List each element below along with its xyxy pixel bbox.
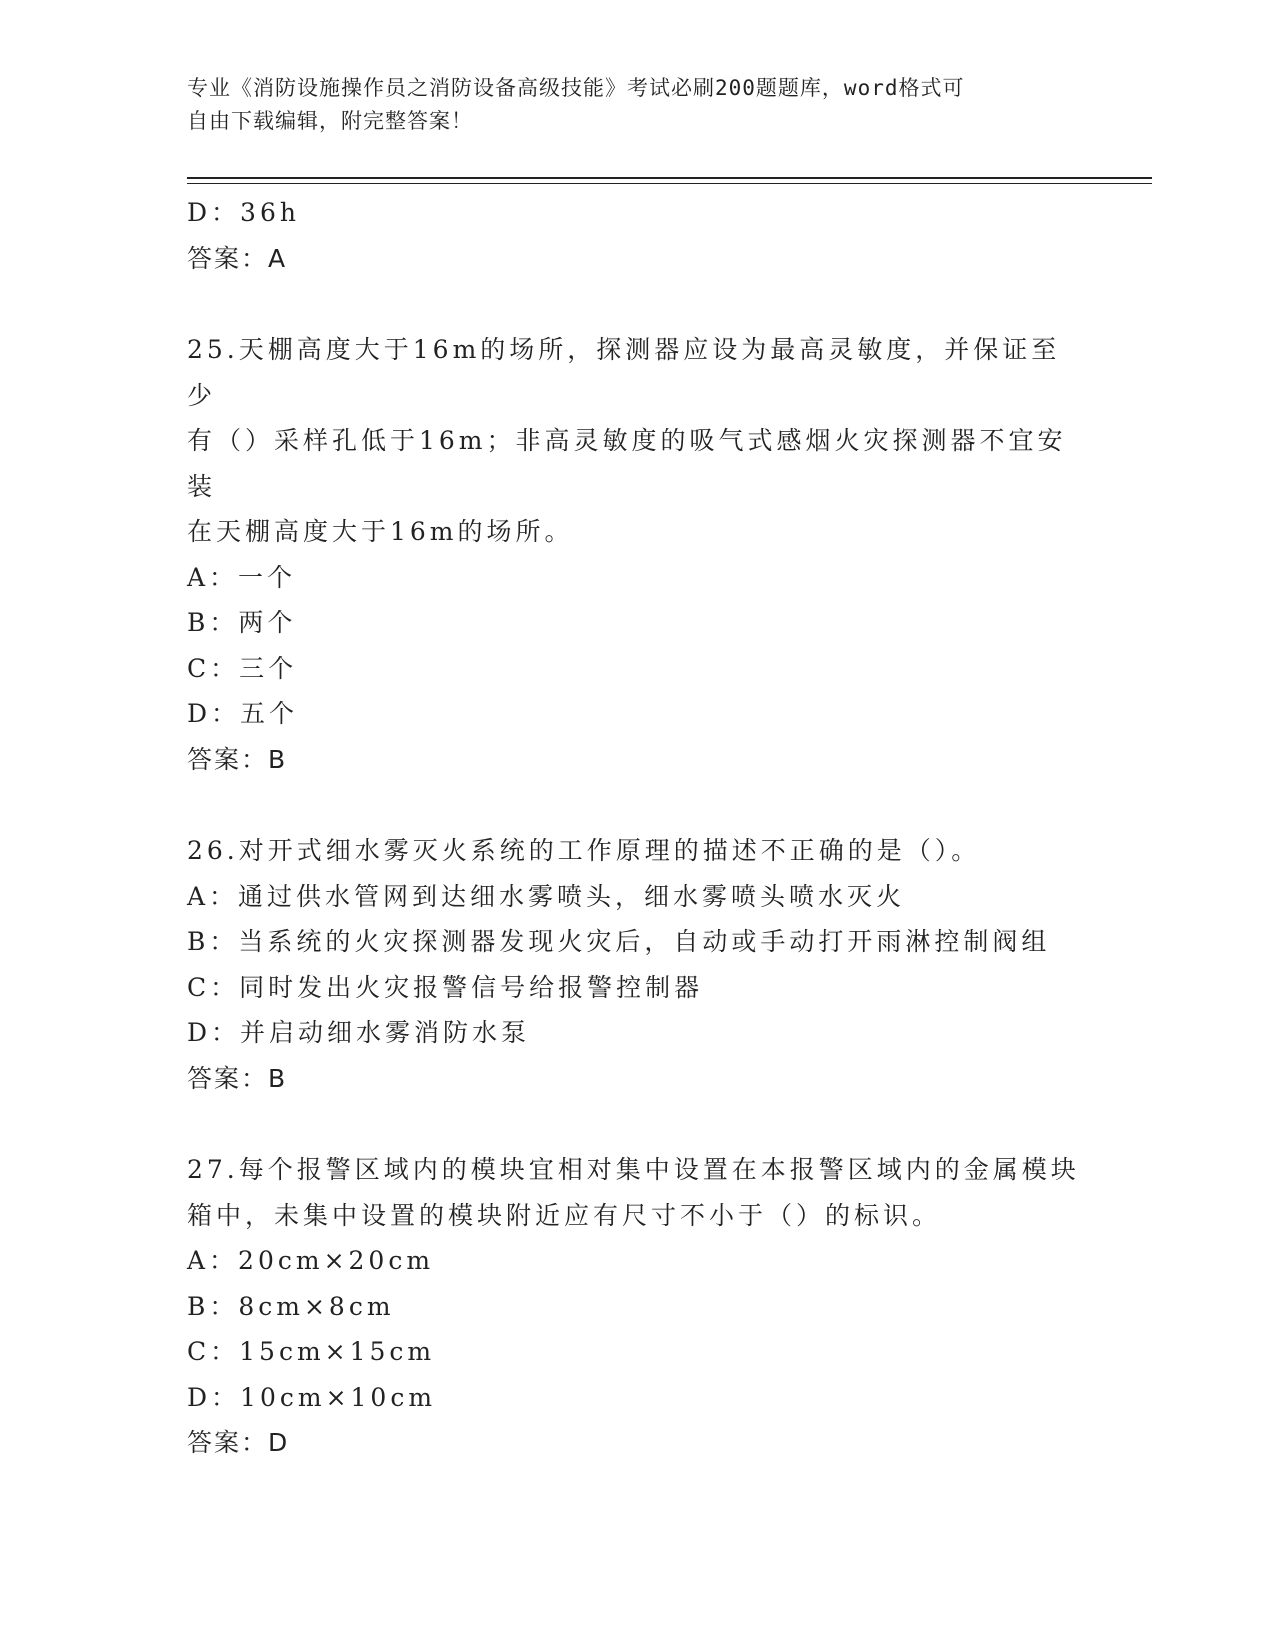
question-stem	[187, 828, 1087, 874]
stem-line: 箱中，未集中设置的模块附近应有尺寸不小于（）的标识。	[187, 1200, 942, 1230]
question-26	[187, 828, 1087, 1101]
option-d: D：36h	[187, 198, 300, 227]
option-b: B：当系统的火灾探测器发现火灾后，自动或手动打开雨淋控制阀组	[187, 927, 1051, 956]
stem-line: 27.每个报警区域内的模块宜相对集中设置在本报警区域内的金属模块	[187, 1155, 1080, 1184]
question-27	[187, 1147, 1087, 1466]
answer-line: 答案：B	[187, 1063, 288, 1093]
option-c: C：三个	[187, 653, 298, 683]
stem-line: 在天棚高度大于16m的场所。	[187, 517, 574, 546]
question-stem	[187, 1147, 1087, 1238]
option-d: D：10cm×10cm	[187, 1382, 437, 1412]
option-c: C：15cm×15cm	[187, 1337, 436, 1366]
header-divider-thin	[187, 183, 1152, 184]
header-line-2: 自由下载编辑，附完整答案！	[187, 109, 473, 133]
stem-line: 25.天棚高度大于16m的场所，探测器应设为最高灵敏度，并保证至少	[187, 335, 1061, 410]
question-25	[187, 327, 1087, 782]
stem-line: 26.对开式细水雾灭火系统的工作原理的描述不正确的是（）。	[187, 836, 981, 865]
option-b: B：两个	[187, 608, 297, 637]
option-a: A：通过供水管网到达细水雾喷头，细水雾喷头喷水灭火	[187, 881, 906, 911]
header-line-1: 专业《消防设施操作员之消防设备高级技能》考试必刷200题题库，word格式可	[187, 76, 965, 100]
option-d: D：五个	[187, 699, 299, 728]
answer-line: 答案：A	[187, 243, 288, 273]
document-header	[187, 72, 1067, 138]
question-stem	[187, 327, 1087, 555]
question-content	[187, 190, 1087, 1466]
answer-line: 答案：D	[187, 1428, 290, 1457]
stem-line: 有（）采样孔低于16m；非高灵敏度的吸气式感烟火灾探测器不宜安装	[187, 426, 1067, 501]
header-divider-thick	[187, 177, 1152, 179]
answer-line: 答案：B	[187, 744, 288, 774]
option-b: B：8cm×8cm	[187, 1291, 395, 1321]
option-c: C：同时发出火灾报警信号给报警控制器	[187, 972, 704, 1002]
option-a: A：一个	[187, 562, 297, 592]
partial-question-24	[187, 190, 1087, 281]
option-d: D：并启动细水雾消防水泵	[187, 1018, 531, 1047]
option-a: A：20cm×20cm	[187, 1246, 435, 1275]
